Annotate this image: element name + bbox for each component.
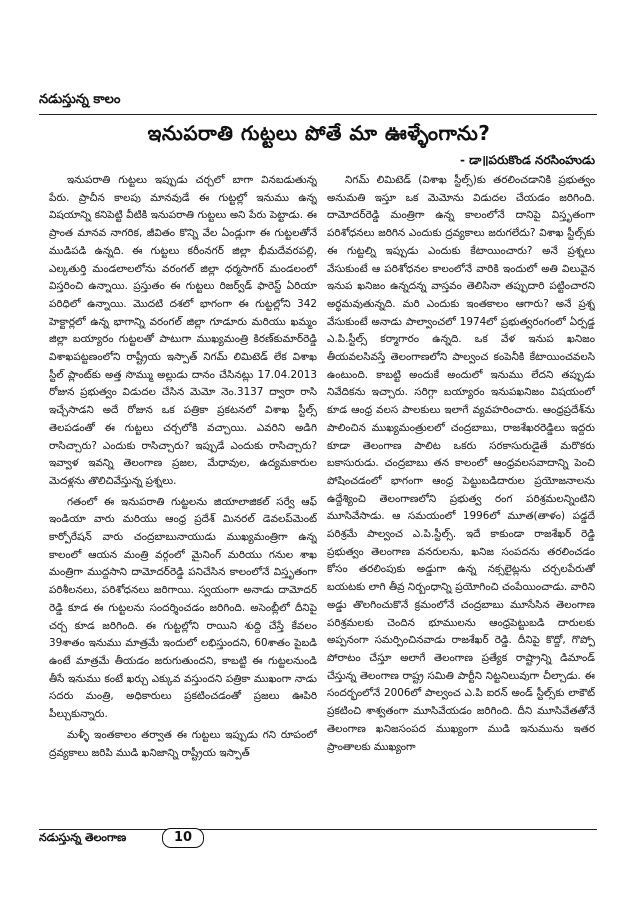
- left-paragraph-3: మళ్ళీ ఇంతకాలం తర్వాత ఈ గుట్టలు ఇప్పుడు గని రూపంలో ద్రవ్యకాలు జరిపి ముడి ఖనిజాన్ని రాష్ట్రీయ ఇస్పాత్: [49, 728, 317, 759]
- left-paragraph-1: ఇనుపరాతి గుట్టలు ఇప్పుడు చర్చలో బాగా వినబడుతున్న పేరు. ప్రాచీన కాలపు మానవుడే ఈ గుట్టల్లో ఇనుము ఉన్న విషయాన్ని కనిపెట్టి వీటికి ఇనుపరాతి గుట్టలు అని పేరు పెట్టాడు. ఈ ప్రాంత మానవ నాగరిక, జీవితం కొన్ని వేల ఏండ్లుగా ఈ గుట్టలతోనే ముడిపడి ఉన్నది. ఈ గుట్టలు కరీంనగర్ జిల్లా భీమదేవరపల్లి, ఎల్కతుర్తి మండలాలలోను వరంగల్ జిల్లా ధర్మసాగర్ మండలంలో విస్తరించి ఉన్నాయి. ప్రస్తుతం ఈ గుట్టలు రిజర్వ్‌డ్ ఫారెస్ట్ ఏరియా పరిధిలో ఉన్నాయి. మొదటి దశలో భాగంగా ఈ గుట్టల్లోని 342 హెక్టార్లలో ఉన్న భాగాన్ని వరంగల్ జిల్లా గూడూరు మరియు ఖమ్మం జిల్లా బయ్యారం గుట్టలతో పాటుగా ముఖ్యమంత్రి కిరణ్‌కుమార్‌రెడ్డి విశాఖపట్టణంలోని రాష్ట్రీయ ఇస్పాత్ నిగమ్ లిమిటెడ్ లేక విశాఖ స్టీల్ ప్లాంట్‌కు అత్త సొమ్ము అల్లుడు దానం చేసినట్లు 17.04.2013 రోజున ప్రభుత్వం విడుదల చేసిన మెమో నెం.3137 ద్వారా రాసి ఇచ్చేసాడని అదే రోజున ఒక పత్రికా ప్రకటనలో విశాఖ స్టీల్స్ తెలపడంతో ఈ గుట్టలు చర్చలోకి వచ్చాయి. ఎవరిని అడిగి రాసిచ్చారు? ఎందుకు రాసిచ్చారు? ఇప్పుడే ఎందుకు రాసిచ్చారు? ఇవ్వాళ ఇవన్ని తెలంగాణ ప్రజల, మేధావుల, ఉద్యమకారుల మెదళ్లను తొలిచివేస్తున్న ప్రశ్నలు.: [49, 174, 317, 487]
- section-label: నడుస్తున్న కాలం: [39, 92, 121, 107]
- right-column: [327, 172, 595, 820]
- left-paragraph-2: గతంలో ఈ ఇనుపరాతి గుట్టలను జియాలాజికల్ సర్వే ఆఫ్ ఇండియా వారు మరియు ఆంధ్ర ప్రదేశ్ మినరల్ డెవలప్‌మెంట్ కార్పోరేషన్ వారు చంద్రబాబునాయుడు ముఖ్యమంత్రిగా ఉన్న కాలంలో ఆయన మంత్రి వర్గంలో మైనింగ్ మరియు గనుల శాఖ మంత్రిగా ముద్దసాని దామోదర్‌రెడ్డి పనిచేసిన కాలంలోనే విస్తృతంగా పరిశీలనలు, పరిశోధనలు జరిగాయి. స్వయంగా అనాడు దామోదర్ రెడ్డి కూడ ఈ గుట్టలను సందర్శించడం జరిగింది. అసెంబ్లీలో దీనిపై చర్చ కూడ జరిగింది. ఈ గుట్టల్లోని రాయిని శుద్ది చేస్తే కేవలం 39శాతం ఇనుము మాత్రమే ఇందులో లభిస్తుందని, 60శాతం పైబడి ఉంటే మాత్రమే తీయడం జరుగుతుందని, కాబట్టి ఈ గుట్టలనుండి తీసే ఇనుము కంటే ఖర్చు ఎక్కువ వస్తుందని పత్రికా ముఖంగా నాడు సదరు మంత్రి, అధికారులు ప్రకటించడంతో ప్రజలు ఊపిరి పీల్చుకున్నారు.: [49, 495, 317, 721]
- article-author: - డా॥పరుకొండ నరసింహుడు: [459, 153, 595, 167]
- footer-rule: [39, 829, 597, 830]
- page-number: 10: [162, 828, 204, 848]
- top-rule: [39, 114, 597, 115]
- right-paragraph-1: నిగమ్ లిమిటెడ్ (విశాఖ స్టీల్స్)కు తరలించడానికి ప్రభుత్వం అనుమతి ఇస్తూ ఒక మెమోను విడుదల చేయడం జరిగింది. దామోదర్‌రెడ్డి మంత్రిగా ఉన్న కాలంలోనే దానిపై విస్తృతంగా పరిశోధనలు జరిగిన ఎందుకు ద్రవ్యకాలు జరుగలేదు? విశాఖ స్టీల్స్‌కు ఈ గుట్టల్ని ఇప్పుడు ఎందుకు కేటాయించారు? అనే ప్రశ్నలు వేసుకుంటే ఆ పరిశోధనల కాలంలోనే వారికి ఇందులో అతి విలువైన ఇనుప ఖనిజం ఉన్నదన్న వాస్తవం తెలిసినా తప్పుదారి పట్టించారని అర్థమవుతున్నది. మరి ఎందుకు ఇంతకాలం ఆగారు? అనే ప్రశ్న వేసుకుంటే అనాడు పాల్వాంచలో 1974లో ప్రభుత్వరంగంలో ఏర్పడ్డ ఎ.పి.స్టీల్స్ కర్మాగారం ఉన్నది. ఒక వేళ ఇనుప ఖనిజం తీయవలసివస్తే తెలంగాణలోని పాల్వంచ కంపెనీకి కేటాయించవలసి ఉంటుంది. కాబట్టి అందుకే అందులో ఇనుము లేదని తప్పుడు నివేదికను ఇచ్చారు. సరిగ్గా బయ్యారం ఇనుపఖనిజం విషయంలో కూడ ఆంధ్ర వలస పాలకులు ఇలాగే వ్యవహరించారు. ఆంధ్రప్రదేశ్‌ను పాలించిన ముఖ్యమంత్రులలో చంద్రబాబు, రాజశేఖరరెడ్డిలు ఇద్దరు కూడా తెలంగాణ పాలిట ఒకరు సరకాసురుడైతే మరొకరు బకాసురుడు. చంద్రబాబు తన కాలంలో ఆంధ్రవలసవాదాన్ని పెంచి పోషించడంలో భాగంగా ఆంధ్ర పెట్టుబడిదారుల ప్రయోజనాలను ఉద్దేశ్యించి తెలంగాణలోని ప్రభుత్వ రంగ పరిశ్రమలన్నింటిని మూసివేసాడు. ఆ సమయంలో 1996లో మూత(తాళం) పడ్డదే పరిశ్రమే పాల్వంచ ఎ.పి.స్టీల్స్. ఇదే కాకుండా రాజశేఖర్ రెడ్డి ప్రభుత్వం తెలంగాణ వనరులను, ఖనిజ సంపదను తరలించడం కోసం తరలింపుకు అడ్డుగా ఉన్న నక్సలైట్లను చర్చలపేరుతో బయటకు లాగి తీవ్ర నిర్బంధాన్ని ప్రయోగించి చంపేయించాడు. వారిని అడ్డు తొలగించుకొనే క్రమంలోనే చంద్రబాబు మూసేసిన తెలంగాణ పరిశ్రమలకు చెందిన భూములను ఆంధ్రపెట్టుబడి దారులకు అప్పనంగా సమర్పించినవాడు రాజశేఖర్ రెడ్డి. దీనిపై కొద్దో, గొప్పో పోరాటం చేస్తూ అలాగే తెలంగాణ ప్రత్యేక రాష్ట్రాన్ని డిమాండ్ చేస్తున్న తెలంగాణ రాష్ట్ర సమితి పార్టీని నిట్టనిలువుగా చీల్చాడు. ఈ సందర్భంలోనే 2006లో పాల్వంచ ఎ.పి ఐరన్ అండ్ స్టీల్స్‌కు లాకౌట్ ప్రకటించి శాశ్వతంగా మూసివేయడం జరిగింది. దీని మూసివేతతోనే తెలంగాణ ఖనిజసంపద ముఖ్యంగా ముడి ఇనుమును ఇతర ప్రాంతాలకు ముఖ్యంగా: [327, 174, 595, 753]
- article-title: ఇనుపరాతి గుట్టలు పోతే మా ఊళ్ళేంగాను?: [147, 121, 491, 145]
- footer-label: నడుస్తున్న తెలంగాణ: [39, 831, 127, 844]
- left-column: [49, 172, 317, 820]
